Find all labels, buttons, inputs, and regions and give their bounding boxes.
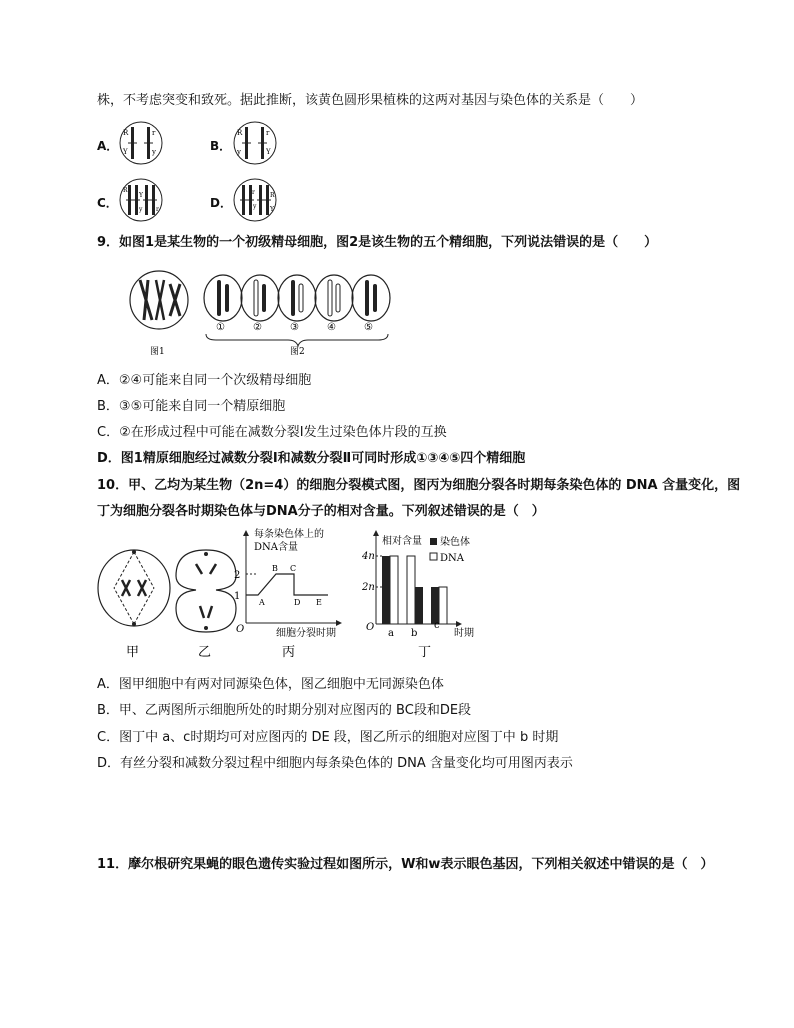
q9-fig2-caption: 图2 xyxy=(290,347,305,357)
svg-text:R: R xyxy=(237,129,243,137)
q9-cell-label-3: ③ xyxy=(290,322,299,333)
svg-text:y: y xyxy=(237,148,241,156)
svg-text:细胞分裂时期: 细胞分裂时期 xyxy=(276,628,336,639)
svg-text:DNA含量: DNA含量 xyxy=(254,542,298,553)
q9-fig1-caption: 图1 xyxy=(150,347,165,357)
svg-text:O: O xyxy=(236,624,245,635)
svg-text:1: 1 xyxy=(234,591,241,602)
ding-bar-c-chrom xyxy=(431,587,439,624)
q9-cell-label-5: ⑤ xyxy=(364,322,373,333)
svg-text:O: O xyxy=(366,622,375,633)
q9-fig1-cell xyxy=(130,271,188,329)
svg-text:Y: Y xyxy=(123,148,128,156)
ding-bar-a-chrom xyxy=(382,556,390,624)
svg-text:每条染色体上的: 每条染色体上的 xyxy=(254,529,324,540)
q9-cell-label-4: ④ xyxy=(327,322,336,333)
svg-text:y: y xyxy=(253,203,257,210)
svg-text:染色体: 染色体 xyxy=(440,537,470,548)
svg-text:c: c xyxy=(434,620,440,631)
svg-text:Y: Y xyxy=(266,148,271,156)
q9-cell-label-1: ① xyxy=(216,322,225,333)
q8-option-d-diagram xyxy=(232,177,278,223)
ding-bar-a-dna xyxy=(390,556,398,624)
q10-cell-yi xyxy=(176,550,236,632)
q11-stem: 11．摩尔根研究果蝇的眼色遗传实验过程如图所示，W和w表示眼色基因，下列相关叙述中错误的是（ ） xyxy=(97,857,714,872)
q10-label-yi: 乙 xyxy=(198,645,212,660)
q10-chart-ding xyxy=(361,530,474,639)
q9-option-b: B．③⑤可能来自同一个精原细胞 xyxy=(97,399,286,414)
svg-text:y: y xyxy=(139,206,143,213)
svg-text:A: A xyxy=(259,598,265,607)
svg-text:R: R xyxy=(123,187,128,194)
q9-fig2-cells xyxy=(204,275,390,321)
q10-stem-line2: 丁为细胞分裂各时期染色体与DNA分子的相对含量。下列叙述错误的是（ ） xyxy=(97,504,545,519)
svg-text:2: 2 xyxy=(234,570,241,581)
svg-text:r: r xyxy=(252,189,255,196)
q8-option-b-label: B． xyxy=(210,139,232,153)
q10-chart-bing xyxy=(234,528,342,639)
ding-bar-b-dna xyxy=(407,556,415,624)
q8-option-c-label: C． xyxy=(97,196,118,210)
q10-label-bing: 丙 xyxy=(282,645,296,660)
q9-stem: 9．如图1是某生物的一个初级精母细胞，图2是该生物的五个精细胞，下列说法错误的是（ ） xyxy=(97,235,658,250)
svg-text:Y: Y xyxy=(139,192,143,199)
svg-text:DNA: DNA xyxy=(440,553,464,564)
svg-text:时期: 时期 xyxy=(454,628,474,639)
svg-text:Y: Y xyxy=(270,206,274,213)
q10-option-c: C．图丁中 a、c时期均可对应图丙的 DE 段，图乙所示的细胞对应图丁中 b 时期 xyxy=(97,730,559,745)
svg-text:R: R xyxy=(123,129,129,137)
ding-bar-b-chrom xyxy=(415,587,423,624)
q10-cell-jia xyxy=(98,550,170,626)
q9-option-d: D．图1精原细胞经过减数分裂Ⅰ和减数分裂Ⅱ可同时形成①③④⑤四个精细胞 xyxy=(97,451,526,466)
q10-label-jia: 甲 xyxy=(126,645,140,660)
svg-text:B: B xyxy=(272,564,278,573)
ding-legend-chrom-swatch xyxy=(430,538,437,545)
svg-text:b: b xyxy=(411,628,418,639)
q10-option-b: B．甲、乙两图所示细胞所处的时期分别对应图丙的 BC段和DE段 xyxy=(97,703,472,718)
svg-text:y: y xyxy=(152,148,156,156)
svg-text:a: a xyxy=(388,628,394,639)
q10-figure xyxy=(96,528,496,662)
svg-text:C: C xyxy=(290,564,297,573)
q10-label-ding: 丁 xyxy=(418,645,432,660)
q10-stem-line1: 10．甲、乙均为某生物（2n=4）的细胞分裂模式图，图丙为细胞分裂各时期每条染色体的 DNA 含量变化，图 xyxy=(97,478,741,493)
q9-cell-label-2: ② xyxy=(253,322,262,333)
svg-text:R: R xyxy=(270,192,275,199)
svg-text:r: r xyxy=(156,206,159,213)
q8-stem-tail: 株，不考虑突变和致死。据此推断，该黄色圆形果植株的这两对基因与染色体的关系是（ ） xyxy=(97,93,644,108)
q8-option-a-label: A． xyxy=(97,139,119,153)
svg-text:相对含量: 相对含量 xyxy=(382,536,422,547)
ding-legend-dna-swatch xyxy=(430,553,437,560)
q9-option-a: A．②④可能来自同一个次级精母细胞 xyxy=(97,373,312,388)
q8-option-a-diagram xyxy=(118,120,164,166)
svg-text:r: r xyxy=(152,129,156,137)
q8-option-c-diagram xyxy=(118,177,164,223)
q8-option-b-diagram xyxy=(232,120,278,166)
q8-option-d-label: D． xyxy=(210,196,232,210)
svg-text:4n: 4n xyxy=(362,551,375,562)
q10-option-d: D．有丝分裂和减数分裂过程中细胞内每条染色体的 DNA 含量变化均可用图丙表示 xyxy=(97,756,573,771)
q9-option-c: C．②在形成过程中可能在减数分裂Ⅰ发生过染色体片段的互换 xyxy=(97,425,447,440)
svg-text:E: E xyxy=(316,598,322,607)
ding-bar-c-dna xyxy=(439,587,447,624)
svg-text:r: r xyxy=(266,129,270,137)
q9-figure xyxy=(128,268,398,362)
svg-text:2n: 2n xyxy=(362,582,375,593)
svg-text:D: D xyxy=(294,598,301,607)
bing-series-line xyxy=(246,574,328,595)
q10-option-a: A．图甲细胞中有两对同源染色体，图乙细胞中无同源染色体 xyxy=(97,677,444,692)
